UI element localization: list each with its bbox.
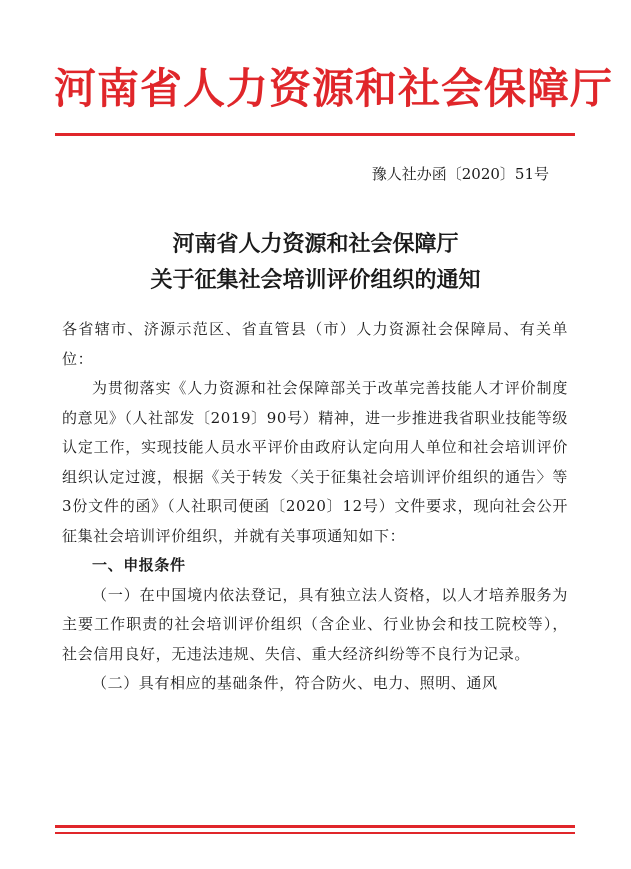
section-heading: 一、申报条件 [92, 556, 186, 574]
document-title-line2: 关于征集社会培训评价组织的通知 [150, 268, 481, 293]
document-number: 豫人社办函〔2020〕51号 [371, 165, 549, 183]
letterhead-org-name: 河南省人力资源和社会保障厅 [54, 64, 614, 113]
footer-red-rule-thick [55, 825, 575, 828]
intro-paragraph: 为贯彻落实《人力资源和社会保障部关于改革完善技能人才评价制度的意见》（人社部发〔2019〕90号）精神，进一步推进我省职业技能等级认定工作，实现技能人员水平评价由政府认定向用人单位和社会培训评价组织认定过渡，根据《关于转发〈关于征集社会培训评价组织的通告〉等3份文件的函》（人社职司便函〔2020〕12号）文件要求，现向社会公开征集社会培训评价组织，并就有关事项通知如下： [62, 379, 568, 545]
document-title-line1: 河南省人力资源和社会保障厅 [172, 232, 459, 257]
letterhead-red-rule [55, 133, 575, 136]
condition-item-2: （二）具有相应的基础条件，符合防火、电力、照明、通风 [92, 674, 498, 692]
condition-item-1: （一）在中国境内依法登记，具有独立法人资格，以人才培养服务为主要工作职责的社会培训评价组织（含企业、行业协会和技工院校等），社会信用良好，无违法违规、失信、重大经济纠纷等不良行为记录。 [62, 585, 568, 663]
footer-red-rule-thin [55, 832, 575, 834]
addressee: 各省辖市、济源示范区、省直管县（市）人力资源社会保障局、有关单位： [62, 320, 568, 368]
document-body [62, 315, 568, 699]
